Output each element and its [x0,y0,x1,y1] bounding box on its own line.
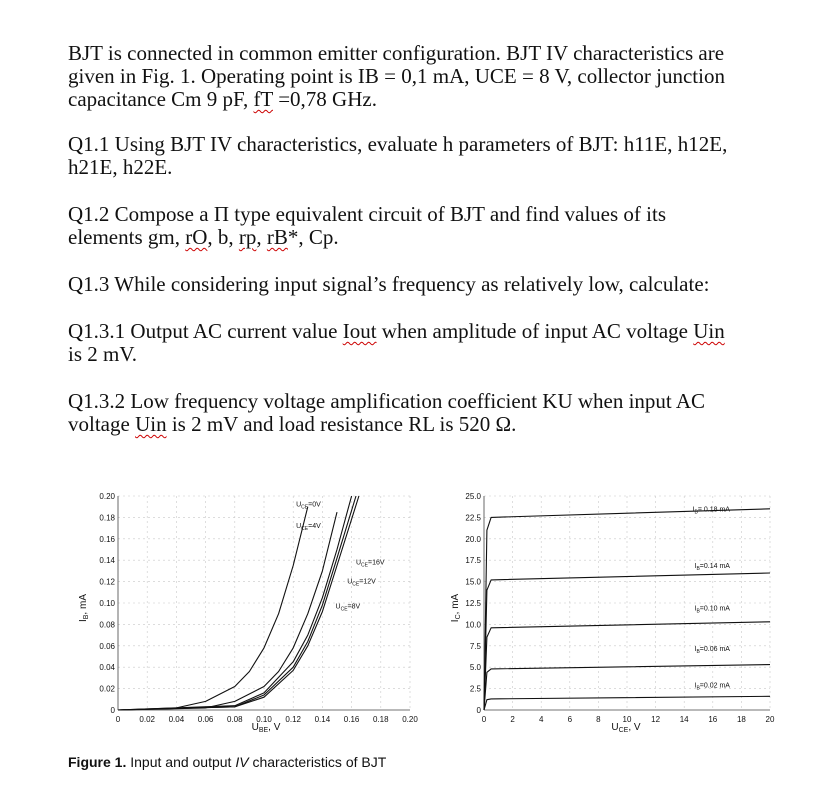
input-chart [99,492,418,724]
output-curve-label: $I_B=0.14$ mA [694,562,730,572]
q131-uin: Uin [693,319,725,343]
input-ytick-label: 0.06 [99,641,115,651]
input-ytick-label: 0.08 [99,620,115,630]
input-chart-ylabel: $I_B$, mA [78,593,90,623]
output-xtick-label: 14 [679,715,689,724]
input-ytick-label: 0.18 [99,513,115,523]
intro-line-2: given in Fig. 1. Operating point is IB = 0,1 mA, UCE = 8 V, collector junction [68,64,725,88]
input-ytick-label: 0.20 [99,492,115,501]
question-1-2 [68,203,768,249]
input-xtick-label: 0.14 [314,715,331,724]
output-ytick-label: 5.0 [469,663,481,673]
output-xtick-label: 20 [765,715,775,724]
intro-line-1: BJT is connected in common emitter configuration. BJT IV characteristics are [68,41,725,65]
q12-b: , b, [207,225,239,249]
output-curve-label: $I_B=0.10$ mA [694,605,730,615]
input-curve-label: $U_{CE}=12V$ [347,578,376,588]
input-curve-label: $U_{CE}=0V$ [296,501,321,511]
input-curve-label: $U_{CE}=8V$ [335,603,361,613]
input-series-line [118,512,337,710]
input-xtick-label: 0.10 [256,715,272,724]
figure-caption [68,754,386,770]
q132-line-1: Q1.3.2 Low frequency voltage amplification coefficient KU when input AC [68,389,706,413]
input-ytick-label: 0.14 [99,556,115,566]
output-ytick-label: 7.5 [469,641,481,651]
input-ytick-label: 0.10 [99,599,115,608]
q12-rb: rB [266,225,288,249]
output-xtick-label: 2 [510,715,515,724]
intro-line-3b: =0,78 GHz. [272,87,377,111]
output-ytick-label: 22.5 [465,513,481,523]
input-ytick-label: 0 [110,706,115,715]
output-ytick-label: 15.0 [465,577,481,587]
question-1-3-2 [68,390,768,436]
q131-a: Q1.3.1 Output AC current value [68,319,343,343]
output-xtick-label: 12 [651,715,661,724]
q12-ro: rO [185,225,208,249]
input-xtick-label: 0.06 [197,715,214,724]
output-ytick-label: 17.5 [465,556,481,566]
input-series-line [118,507,308,710]
q132-a: voltage [68,412,136,436]
caption-tail: characteristics of BJT [248,754,387,770]
q12-line-1: Q1.2 Compose a Π type equivalent circuit of BJT and find values of its [68,202,666,226]
output-curve-label: $I_B= 0.18$ mA [692,506,730,516]
input-xtick-label: 0.18 [373,715,389,724]
input-curve-label: $U_{CE}=16V$ [355,559,385,569]
output-xtick-label: 0 [481,715,487,724]
q11-line-1: Q1.1 Using BJT IV characteristics, evaluate h parameters of BJT: h11E, h12E, [68,132,728,156]
input-ytick-label: 0.02 [99,684,115,694]
caption-italic: IV [235,754,249,770]
output-ytick-label: 2.5 [469,684,481,694]
output-chart-ylabel: $I_C$, mA [450,593,462,623]
q12-d: *, Cp. [287,225,339,249]
question-1-3: Q1.3 While considering input signal’s frequency as relatively low, calculate: [68,272,710,296]
input-curve-label: $U_{CE}=4V$ [296,523,321,533]
output-curve-label: $I_B=0.02$ mA [694,682,730,692]
q132-b: is 2 mV and load resistance RL is 520 Ω. [166,412,517,436]
output-xtick-label: 10 [622,715,632,724]
question-1-1 [68,133,768,179]
output-xtick-label: 16 [708,715,718,724]
input-xtick-label: 0.20 [402,715,418,724]
q12-rp: rp [238,225,257,249]
input-chart-xlabel: $U_{BE}$, V [251,722,281,734]
intro-line-3a: capacitance Cm 9 pF, [68,87,254,111]
q11-line-2: h21E, h22E. [68,155,173,179]
output-ytick-label: 12.5 [465,599,481,608]
q131-iout: Iout [342,319,377,343]
q131-b: when amplitude of input AC voltage [376,319,694,343]
q131-line-2: is 2 mV. [68,342,138,366]
input-xtick-label: 0.04 [168,715,185,724]
output-ytick-label: 25.0 [465,492,481,501]
output-curve-label: $I_B=0.06$ mA [694,645,730,655]
iv-characteristics-figure [0,480,840,740]
output-chart-xlabel: $U_{CE}$, V [611,722,641,734]
intro-ft: fT [253,87,273,111]
input-xtick-label: 0.16 [343,715,360,724]
input-ytick-label: 0.12 [99,577,115,587]
output-xtick-label: 6 [567,715,573,724]
caption-bold: Figure 1. [68,754,127,770]
input-xtick-label: 0.08 [227,715,243,724]
output-ytick-label: 0 [476,706,481,715]
output-ytick-label: 10.0 [465,620,481,630]
output-ytick-label: 20.0 [465,534,481,544]
input-xtick-label: 0 [115,715,121,724]
input-ytick-label: 0.16 [99,534,115,544]
output-xtick-label: 8 [596,715,601,724]
q132-uin: Uin [135,412,167,436]
caption-text: Input and output [126,754,236,770]
problem-text [68,42,768,460]
intro-paragraph [68,42,768,111]
output-xtick-label: 18 [736,715,746,724]
output-chart [465,492,775,724]
input-ytick-label: 0.04 [99,663,115,673]
input-xtick-label: 0.02 [139,715,155,724]
q12-a: elements gm, [68,225,186,249]
q12-c: , [256,225,267,249]
question-1-3-1 [68,320,768,366]
output-xtick-label: 4 [538,715,544,724]
input-xtick-label: 0.12 [285,715,301,724]
